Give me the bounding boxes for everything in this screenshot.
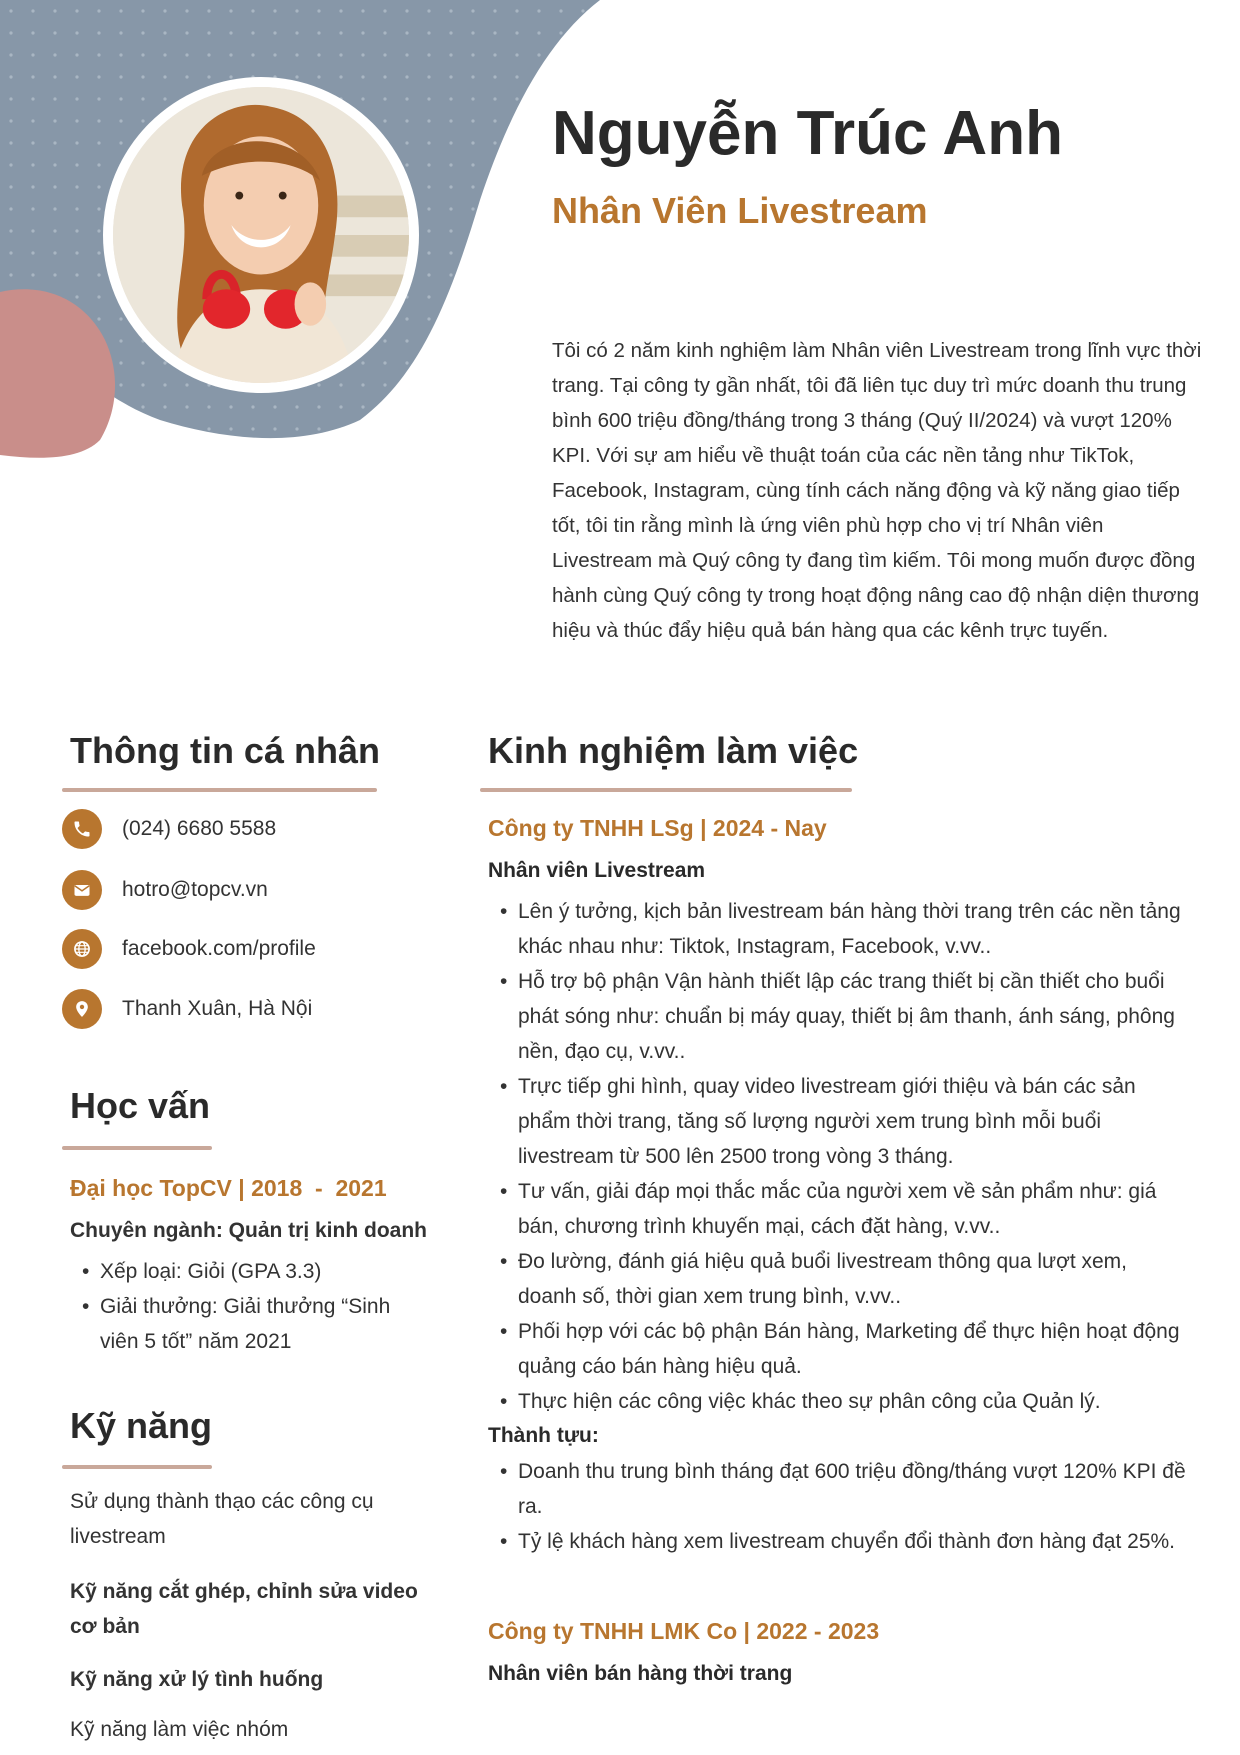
candidate-job-title: Nhân Viên Livestream bbox=[552, 190, 928, 231]
list-item: • Xếp loại: Giỏi (GPA 3.3) bbox=[70, 1254, 430, 1289]
address: Thanh Xuân, Hà Nội bbox=[122, 997, 313, 1020]
education-school: Đại học TopCV | 2018 - 2021 bbox=[70, 1175, 387, 1201]
list-item: • Lên ý tưởng, kịch bản livestream bán hàng thời trang trên các nền tảng khác nhau như: Tiktok, Instagram, Facebook, v.vv.. bbox=[488, 894, 1188, 964]
skill-item: Kỹ năng làm việc nhóm bbox=[70, 1718, 289, 1741]
experience-company: Công ty TNHH LMK Co | 2022 - 2023 bbox=[488, 1618, 880, 1644]
list-item: • Tỷ lệ khách hàng xem livestream chuyển đổi thành đơn hàng đạt 25%. bbox=[488, 1524, 1188, 1559]
education-details bbox=[70, 1254, 430, 1359]
candidate-name: Nguyễn Trúc Anh bbox=[552, 99, 1063, 168]
email-address[interactable]: hotro@topcv.vn bbox=[122, 878, 268, 901]
list-item: • Phối hợp với các bộ phận Bán hàng, Marketing để thực hiện hoạt động quảng cáo bán hàng hiệu quả. bbox=[488, 1314, 1188, 1384]
experience-role: Nhân viên bán hàng thời trang bbox=[488, 1662, 793, 1685]
contact-phone bbox=[62, 809, 276, 849]
globe-icon bbox=[62, 929, 102, 969]
list-item: • Thực hiện các công việc khác theo sự phân công của Quản lý. bbox=[488, 1384, 1188, 1419]
experience-duties bbox=[488, 894, 1188, 1419]
personal-info-divider bbox=[62, 788, 377, 792]
skill-item: Kỹ năng xử lý tình huống bbox=[70, 1668, 324, 1691]
achievements-label: Thành tựu: bbox=[488, 1424, 599, 1447]
list-item: • Tư vấn, giải đáp mọi thắc mắc của người xem về sản phẩm như: giá bán, chương trình khuyến mại, cách đặt hàng, v.vv.. bbox=[488, 1174, 1188, 1244]
list-item: • Giải thưởng: Giải thưởng “Sinh viên 5 tốt” năm 2021 bbox=[70, 1289, 430, 1359]
phone-icon bbox=[62, 809, 102, 849]
profile-photo bbox=[113, 87, 409, 383]
profile-photo-illustration bbox=[113, 87, 409, 383]
skill-item: Sử dụng thành thạo các công cụ livestream bbox=[70, 1490, 374, 1548]
experience-divider bbox=[480, 788, 852, 792]
career-summary: Tôi có 2 năm kinh nghiệm làm Nhân viên Livestream trong lĩnh vực thời trang. Tại công ty gần nhất, tôi đã liên tục duy trì mức doanh thu trung bình 600 triệu đồng/tháng trong 3 tháng (Quý II/2024) và vượt 120% KPI. Với sự am hiểu về thuật toán của các nền tảng như TikTok, Facebook, Instagram, cùng tính cách năng động và kỹ năng giao tiếp tốt, tôi tin rằng mình là ứng viên phù hợp cho vị trí Nhân viên Livestream mà Quý công ty đang tìm kiếm. Tôi mong muốn được đồng hành cùng Quý công ty trong hoạt động nâng cao độ nhận diện thương hiệu và thúc đẩy hiệu quả bán hàng qua các kênh trực tuyến. bbox=[552, 339, 1202, 642]
phone-number[interactable]: (024) 6680 5588 bbox=[122, 817, 277, 840]
website-link[interactable]: facebook.com/profile bbox=[122, 937, 316, 960]
contact-website bbox=[62, 929, 316, 969]
experience-company: Công ty TNHH LSg | 2024 - Nay bbox=[488, 815, 827, 841]
education-title: Học vấn bbox=[70, 1085, 211, 1126]
education-divider bbox=[62, 1146, 212, 1150]
experience-achievements bbox=[488, 1454, 1188, 1559]
skill-item: Kỹ năng cắt ghép, chỉnh sửa video cơ bản bbox=[70, 1580, 418, 1638]
skills-title: Kỹ năng bbox=[70, 1405, 213, 1446]
profile-photo-frame bbox=[103, 77, 419, 393]
list-item: • Trực tiếp ghi hình, quay video livestream giới thiệu và bán các sản phẩm thời trang, tăng số lượng người xem trung bình mỗi buổi livestream từ 500 lên 2500 trong vòng 3 tháng. bbox=[488, 1069, 1188, 1174]
personal-info-title: Thông tin cá nhân bbox=[70, 730, 380, 771]
list-item: • Doanh thu trung bình tháng đạt 600 triệu đồng/tháng vượt 120% KPI đề ra. bbox=[488, 1454, 1188, 1524]
experience-title: Kinh nghiệm làm việc bbox=[488, 730, 859, 771]
list-item: • Hỗ trợ bộ phận Vận hành thiết lập các trang thiết bị cần thiết cho buổi phát sóng như: chuẩn bị máy quay, thiết bị âm thanh, ánh sáng, phông nền, đạo cụ, v.vv.. bbox=[488, 964, 1188, 1069]
contact-address bbox=[62, 989, 312, 1029]
education-major: Chuyên ngành: Quản trị kinh doanh bbox=[70, 1219, 427, 1242]
location-icon bbox=[62, 989, 102, 1029]
list-item: • Đo lường, đánh giá hiệu quả buổi livestream thông qua lượt xem, doanh số, thời gian xem trung bình, v.vv.. bbox=[488, 1244, 1188, 1314]
mail-icon bbox=[62, 870, 102, 910]
contact-email bbox=[62, 870, 268, 910]
experience-role: Nhân viên Livestream bbox=[488, 859, 706, 882]
skills-divider bbox=[62, 1465, 212, 1469]
